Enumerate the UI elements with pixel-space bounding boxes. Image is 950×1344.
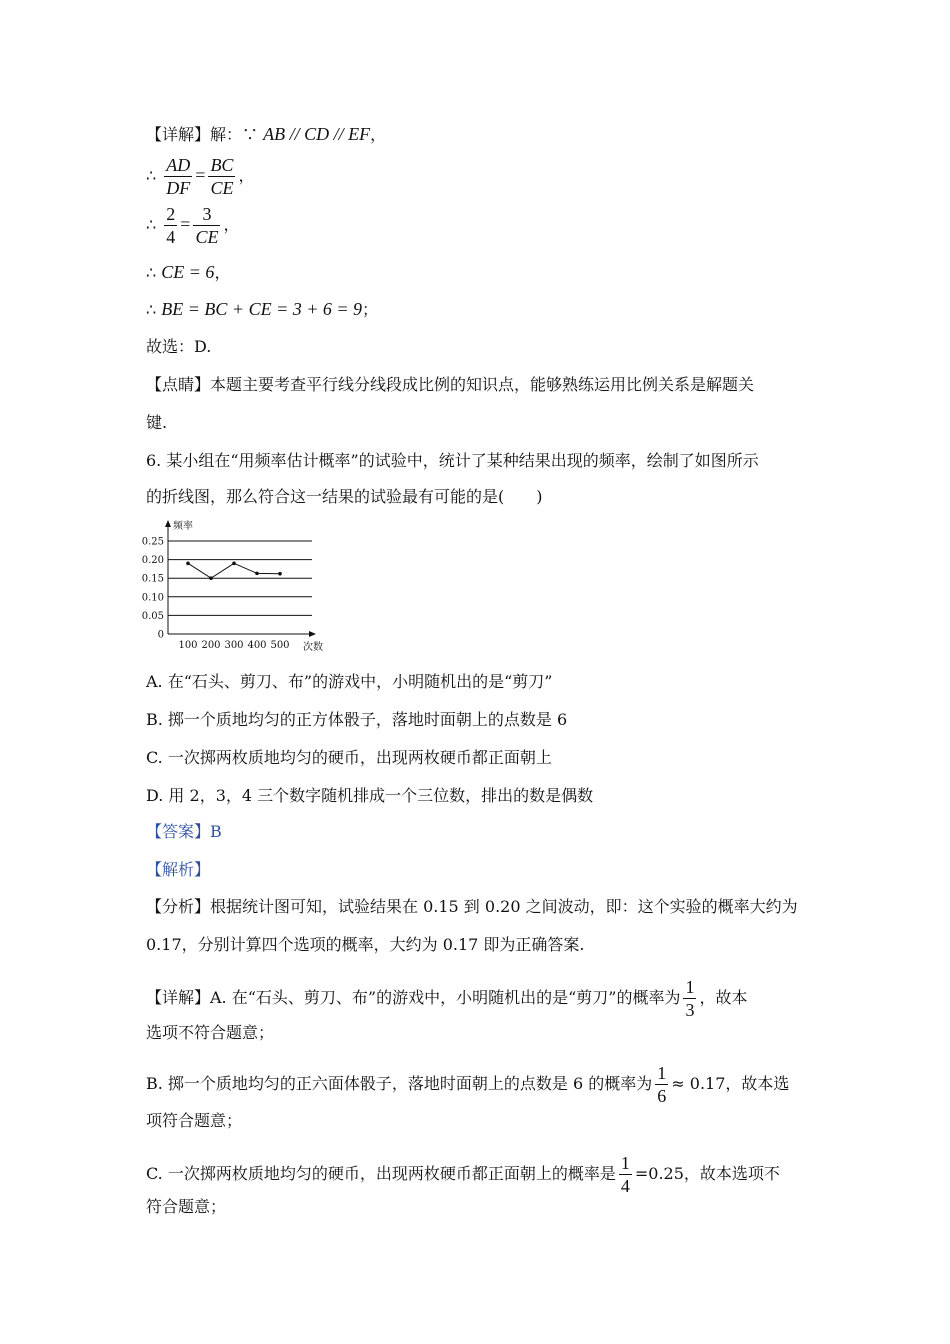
analysis-line-1: 【分析】根据统计图可知，试验结果在 0.15 到 0.20 之间波动，即：这个实验的概率大约为 [146, 897, 798, 916]
analysis-line-2: 0.17，分别计算四个选项的概率，大约为 0.17 即为正确答案. [146, 935, 585, 954]
because-symbol: ∵ [242, 125, 259, 144]
detail-a-line-1: 【详解】A. 在“石头、剪刀、布”的游戏中，小明随机出的是“剪刀”的概率为 $\frac{1}{3}$ ，故本 [146, 977, 748, 1020]
option-d: D. 用 2，3，4 三个数字随机排成一个三位数，排出的数是偶数 [146, 786, 594, 805]
analysis-title: 【解析】 [146, 860, 211, 879]
series-line [188, 563, 280, 578]
y-tick-label: 0 [157, 629, 164, 641]
data-point [232, 562, 236, 566]
ratio-equation-1: ∴ $\frac{AD}{DF}$ = $\frac{BC}{CE}$ ， [146, 155, 255, 198]
option-c: C. 一次掷两枚质地均匀的硬币，出现两枚硬币都正面朝上 [146, 748, 552, 767]
chart-grid [168, 541, 312, 615]
x-axis-arrow [309, 631, 316, 637]
data-point [186, 562, 190, 566]
detail-a-line-2: 选项不符合题意； [146, 1023, 275, 1042]
x-tick-labels [178, 640, 289, 651]
fraction-1-3: $\frac{1}{3}$ [685, 977, 695, 1020]
detail-line: 【详解】解：∵ AB // CD // EF， [146, 124, 387, 144]
detail-b-line-2: 项符合题意； [146, 1111, 243, 1130]
parallel-statement: AB // CD // EF [263, 124, 371, 144]
be-equation: ∴ BE = BC + CE = 3 + 6 = 9； [146, 299, 379, 319]
y-tick-label: 0.15 [141, 573, 164, 585]
x-tick-label: 500 [270, 640, 290, 651]
choice-line: 故选：D. [146, 337, 212, 356]
comment-line-2: 键. [146, 413, 168, 432]
y-tick-labels [142, 537, 164, 641]
data-point [278, 572, 282, 576]
frequency-line-chart [140, 516, 340, 654]
answer-line: 【答案】B [146, 822, 222, 841]
y-tick-label: 0.05 [141, 610, 164, 622]
comment-line-1: 【点睛】本题主要考查平行线分线段成比例的知识点，能够熟练运用比例关系是解题关 [146, 375, 755, 394]
ce-equation: ∴ CE = 6， [146, 262, 231, 282]
fraction-bc-ce: $\frac{BC}{CE}$ [210, 155, 234, 198]
fraction-1-4: $\frac{1}{4}$ [620, 1153, 630, 1196]
y-axis-label: 频率 [173, 521, 193, 532]
y-axis-arrow [165, 520, 171, 527]
data-point [209, 576, 213, 580]
data-point [255, 572, 259, 576]
detail-c-line-2: 符合题意； [146, 1197, 227, 1216]
fraction-3-ce: $\frac{3}{CE}$ [195, 204, 219, 247]
y-tick-label: 0.25 [141, 536, 164, 548]
option-a: A. 在“石头、剪刀、布”的游戏中，小明随机出的是“剪刀” [146, 672, 553, 691]
question-6-line-2: 的折线图，那么符合这一结果的试验最有可能的是( ) [146, 487, 543, 506]
option-b: B. 掷一个质地均匀的正方体骰子，落地时面朝上的点数是 6 [146, 710, 568, 729]
x-tick-label: 400 [247, 640, 267, 651]
fraction-2-4: $\frac{2}{4}$ [166, 204, 176, 247]
x-tick-label: 200 [201, 640, 221, 651]
therefore-symbol: ∴ [146, 166, 157, 185]
y-tick-label: 0.10 [141, 592, 164, 604]
x-tick-label: 100 [178, 640, 198, 651]
chart-series [186, 562, 282, 580]
fraction-1-6: $\frac{1}{6}$ [657, 1063, 667, 1106]
x-tick-label: 300 [224, 640, 244, 651]
question-6-line-1: 6. 某小组在“用频率估计概率”的试验中，统计了某种结果出现的频率，绘制了如图所示 [146, 451, 759, 470]
fraction-ad-df: $\frac{AD}{DF}$ [166, 155, 191, 198]
y-tick-label: 0.20 [141, 555, 164, 567]
x-axis-label: 次数 [303, 642, 323, 653]
detail-b-line-1: B. 掷一个质地均匀的正六面体骰子，落地时面朝上的点数是 6 的概率为 $\frac{1}{6}$ ≈ 0.17，故本选 [146, 1063, 790, 1106]
ratio-equation-2: ∴ $\frac{2}{4}$ = $\frac{3}{CE}$ ， [146, 204, 240, 247]
detail-c-line-1: C. 一次掷两枚质地均匀的硬币，出现两枚硬币都正面朝上的概率是 $\frac{1}{4}$ =0.25，故本选项不 [146, 1153, 780, 1196]
